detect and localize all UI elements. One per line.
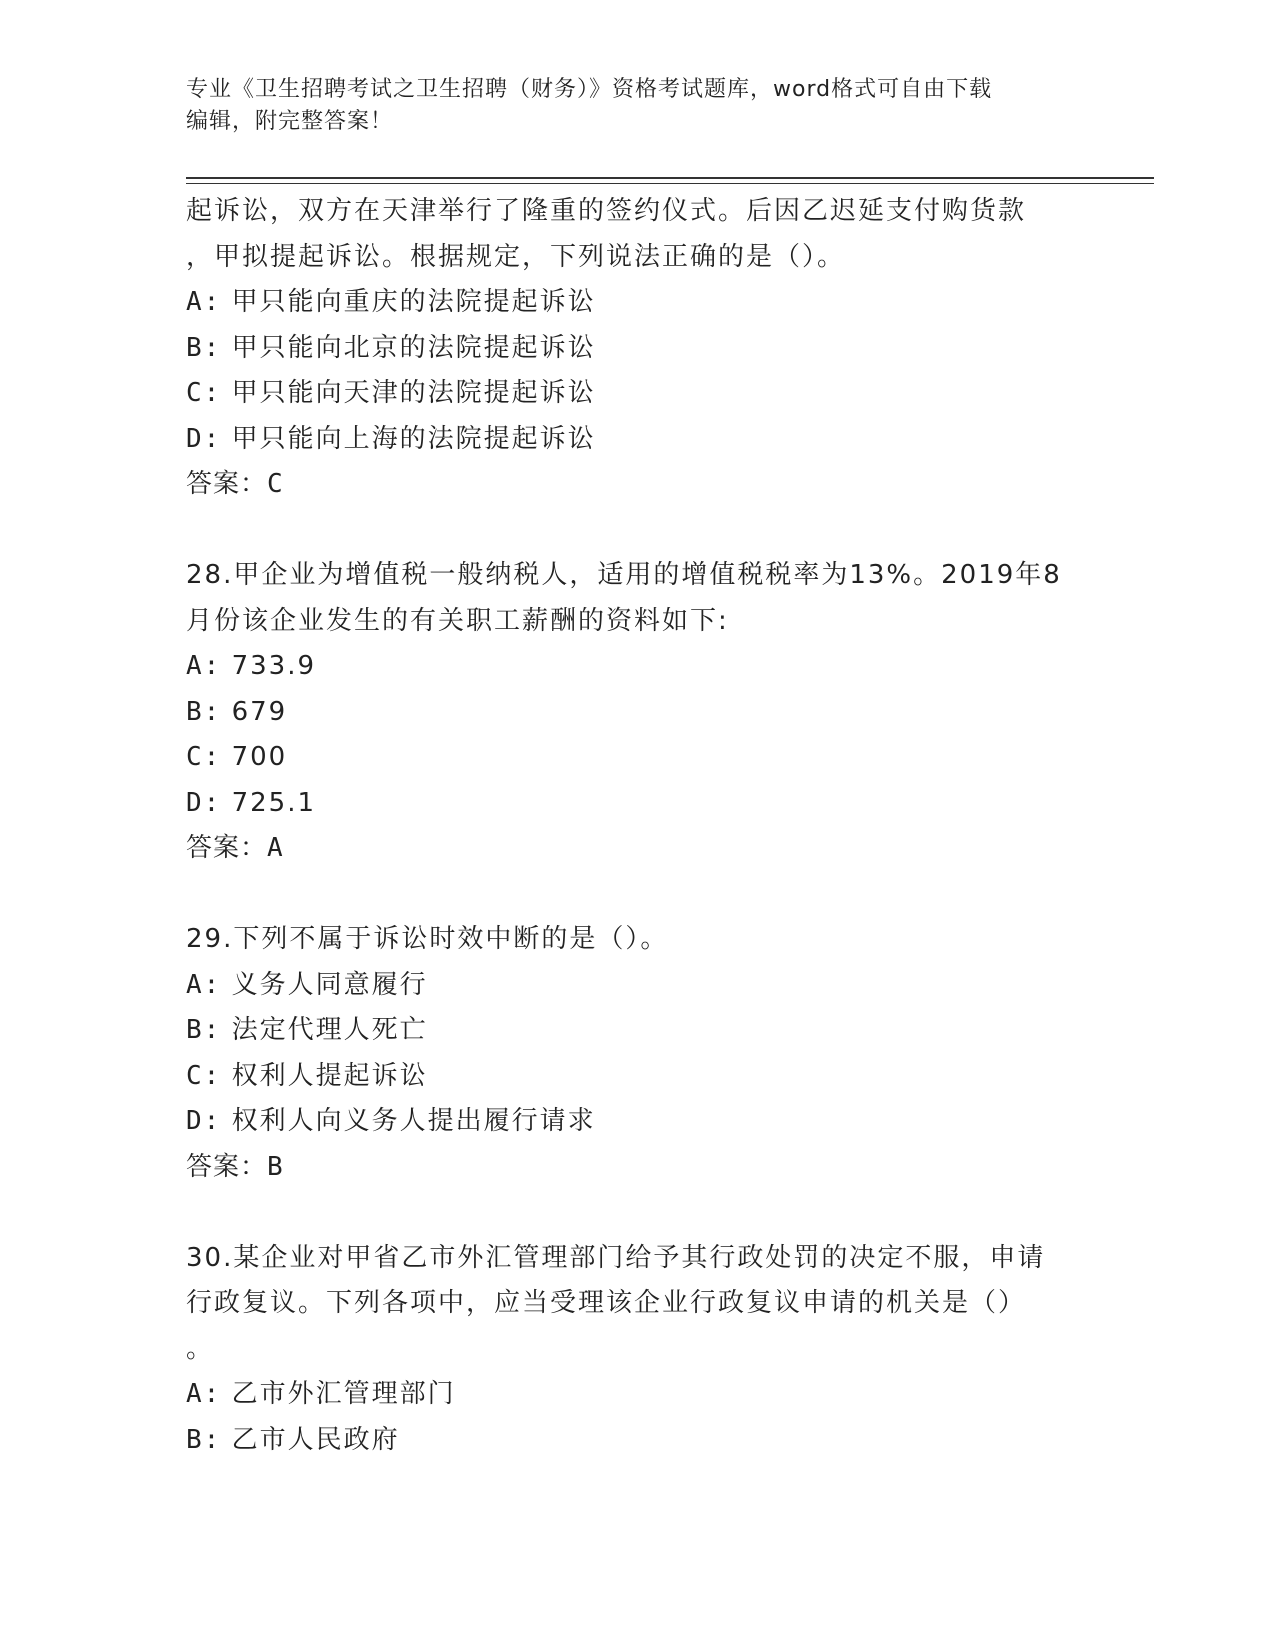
option-b <box>186 690 1086 736</box>
option-letter: D: <box>186 787 222 818</box>
header-divider-thin <box>186 183 1154 184</box>
option-letter: D: <box>186 1106 222 1136</box>
option-text: 甲只能向天津的法院提起诉讼 <box>231 378 596 408</box>
option-letter: A: <box>186 651 222 681</box>
option-text: 法定代理人死亡 <box>231 1015 428 1045</box>
option-b <box>186 326 1086 372</box>
option-d <box>186 1099 1086 1145</box>
option-text: 700 <box>231 742 288 772</box>
option-d <box>186 781 1086 827</box>
question-text-line: 29.下列不属于诉讼时效中断的是（）。 <box>186 924 669 954</box>
spacer <box>186 872 1086 918</box>
document-header <box>186 74 1066 138</box>
option-text: 义务人同意履行 <box>231 969 428 1000</box>
question-27-continuation <box>186 189 1086 508</box>
option-letter: A: <box>186 969 222 1000</box>
option-b <box>186 1008 1086 1054</box>
question-text-line: 月份该企业发生的有关职工薪酬的资料如下: <box>186 605 729 636</box>
question-list <box>186 189 1086 1463</box>
answer-line: 答案：B <box>186 1151 284 1182</box>
option-text: 甲只能向重庆的法院提起诉讼 <box>231 287 596 317</box>
option-text: 725.1 <box>231 787 317 818</box>
option-letter: A: <box>186 287 222 317</box>
option-letter: C: <box>186 1060 222 1091</box>
answer-line: 答案：C <box>186 469 284 499</box>
question-text-line: 。 <box>186 1333 215 1364</box>
option-c <box>186 735 1086 781</box>
question-28 <box>186 553 1086 872</box>
option-letter: A: <box>186 1379 222 1409</box>
option-letter: C: <box>186 742 222 772</box>
question-text-line: ，甲拟提起诉讼。根据规定，下列说法正确的是（）。 <box>186 241 846 272</box>
option-letter: D: <box>186 423 222 454</box>
option-letter: C: <box>186 378 222 408</box>
question-text-line: 30.某企业对甲省乙市外汇管理部门给予其行政处罚的决定不服，申请 <box>186 1242 1046 1273</box>
option-text: 权利人向义务人提出履行请求 <box>231 1106 596 1136</box>
header-divider-thick <box>186 177 1154 179</box>
option-b <box>186 1418 1086 1464</box>
header-line-1: 专业《卫生招聘考试之卫生招聘（财务）》资格考试题库，word格式可自由下载 <box>186 77 993 102</box>
question-text-line: 28.甲企业为增值税一般纳税人，适用的增值税税率为13%。2019年8 <box>186 560 1062 590</box>
option-c <box>186 371 1086 417</box>
option-a <box>186 1372 1086 1418</box>
question-29 <box>186 917 1086 1190</box>
option-text: 乙市人民政府 <box>231 1424 400 1455</box>
question-text-line: 起诉讼，双方在天津举行了隆重的签约仪式。后因乙迟延支付购货款 <box>186 196 1027 226</box>
option-text: 权利人提起诉讼 <box>231 1060 428 1091</box>
option-text: 甲只能向上海的法院提起诉讼 <box>231 423 596 454</box>
option-a <box>186 963 1086 1009</box>
option-text: 679 <box>231 696 288 727</box>
option-c <box>186 1054 1086 1100</box>
question-30 <box>186 1236 1086 1464</box>
option-a <box>186 280 1086 326</box>
header-line-2: 编辑，附完整答案！ <box>186 109 394 134</box>
option-text: 乙市外汇管理部门 <box>231 1379 456 1409</box>
option-text: 甲只能向北京的法院提起诉讼 <box>231 332 596 363</box>
answer-line: 答案：A <box>186 833 284 863</box>
option-letter: B: <box>186 696 222 727</box>
option-a <box>186 644 1086 690</box>
option-letter: B: <box>186 1015 222 1045</box>
spacer <box>186 1190 1086 1236</box>
question-text-line: 行政复议。下列各项中，应当受理该企业行政复议申请的机关是（） <box>186 1288 1027 1318</box>
option-letter: B: <box>186 332 222 363</box>
option-letter: B: <box>186 1424 222 1455</box>
option-text: 733.9 <box>231 651 317 681</box>
spacer <box>186 508 1086 554</box>
option-d <box>186 417 1086 463</box>
